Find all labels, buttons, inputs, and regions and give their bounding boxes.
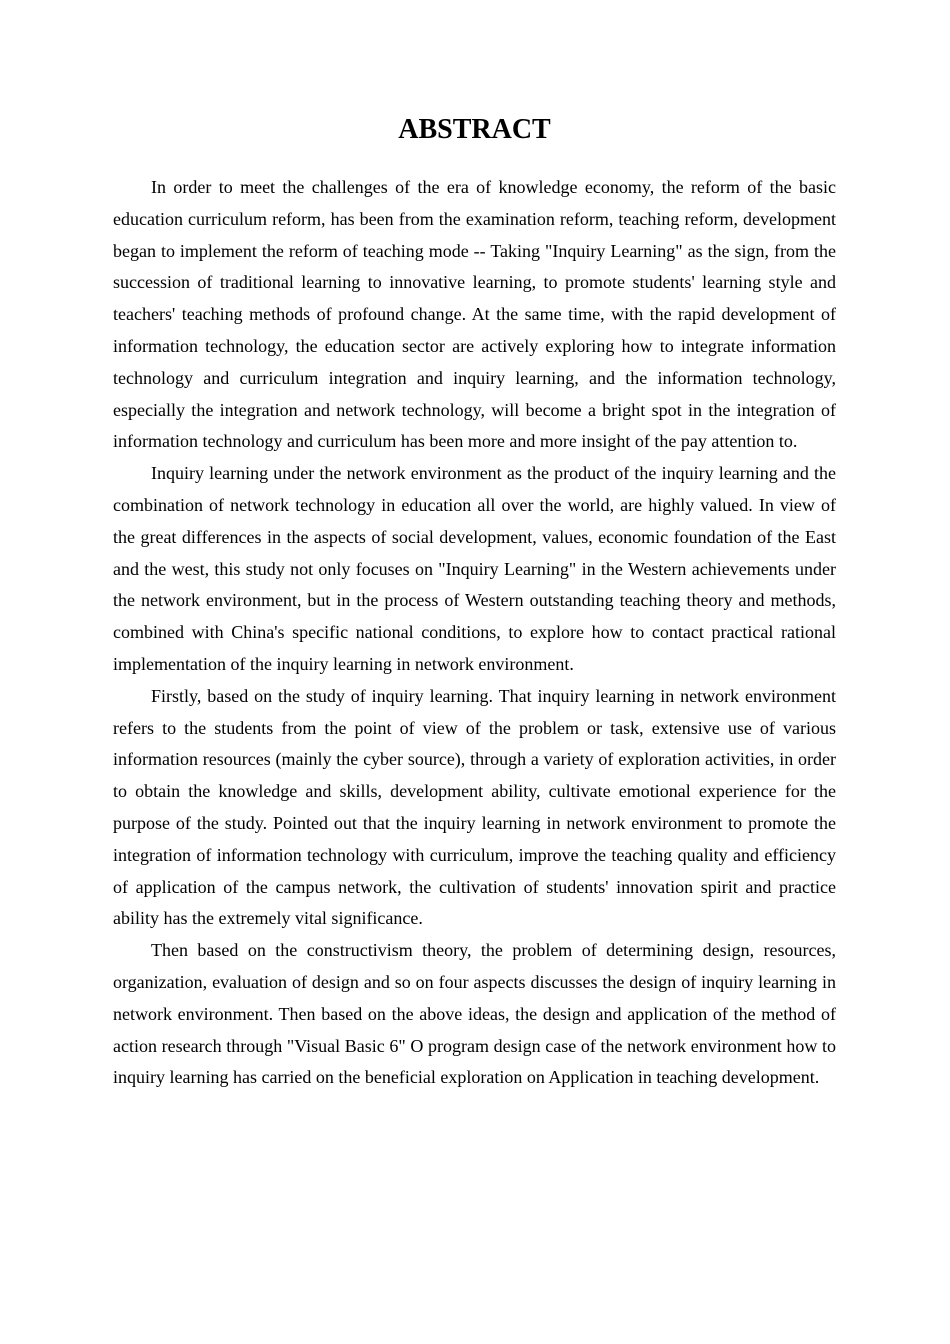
abstract-title: ABSTRACT — [398, 114, 551, 145]
abstract-paragraph-4: Then based on the constructivism theory, the problem of determining design, resources, organization, evaluation of design and so on four aspects discusses the design of inquiry learning in network environment. Then based on the above ideas, the design and application of the method of action research through "Visual Basic 6" O program design case of the network environment how to inquiry learning has carried on the beneficial exploration on Application in teaching development. — [113, 940, 836, 1088]
document-page — [113, 110, 836, 1094]
abstract-paragraph-3: Firstly, based on the study of inquiry learning. That inquiry learning in network environment refers to the students from the point of view of the problem or task, extensive use of various information resources (mainly the cyber source), through a variety of exploration activities, in order to obtain the knowledge and skills, development ability, cultivate emotional experience for the purpose of the study. Pointed out that the inquiry learning in network environment to promote the integration of information technology with curriculum, improve the teaching quality and efficiency of application of the campus network, the cultivation of students' innovation spirit and practice ability has the extremely vital significance. — [113, 685, 836, 929]
abstract-paragraph-2: Inquiry learning under the network environment as the product of the inquiry learning and the combination of network technology in education all over the world, are highly valued. In view of the great differences in the aspects of social development, values, economic foundation of the East and the west, this study not only focuses on "Inquiry Learning" in the Western achievements under the network environment, but in the process of Western outstanding teaching theory and methods, combined with China's specific national conditions, to explore how to contact practical rational implementation of the inquiry learning in network environment. — [113, 463, 836, 674]
abstract-paragraph-1: In order to meet the challenges of the era of knowledge economy, the reform of the basic education curriculum reform, has been from the examination reform, teaching reform, development began to implement the reform of teaching mode -- Taking "Inquiry Learning" as the sign, from the succession of traditional learning to innovative learning, to promote students' learning style and teachers' teaching methods of profound change. At the same time, with the rapid development of information technology, the education sector are actively exploring how to integrate information technology and curriculum integration and inquiry learning, and the information technology, especially the integration and network technology, will become a bright spot in the integration of information technology and curriculum has been more and more insight of the pay attention to. — [113, 177, 836, 452]
